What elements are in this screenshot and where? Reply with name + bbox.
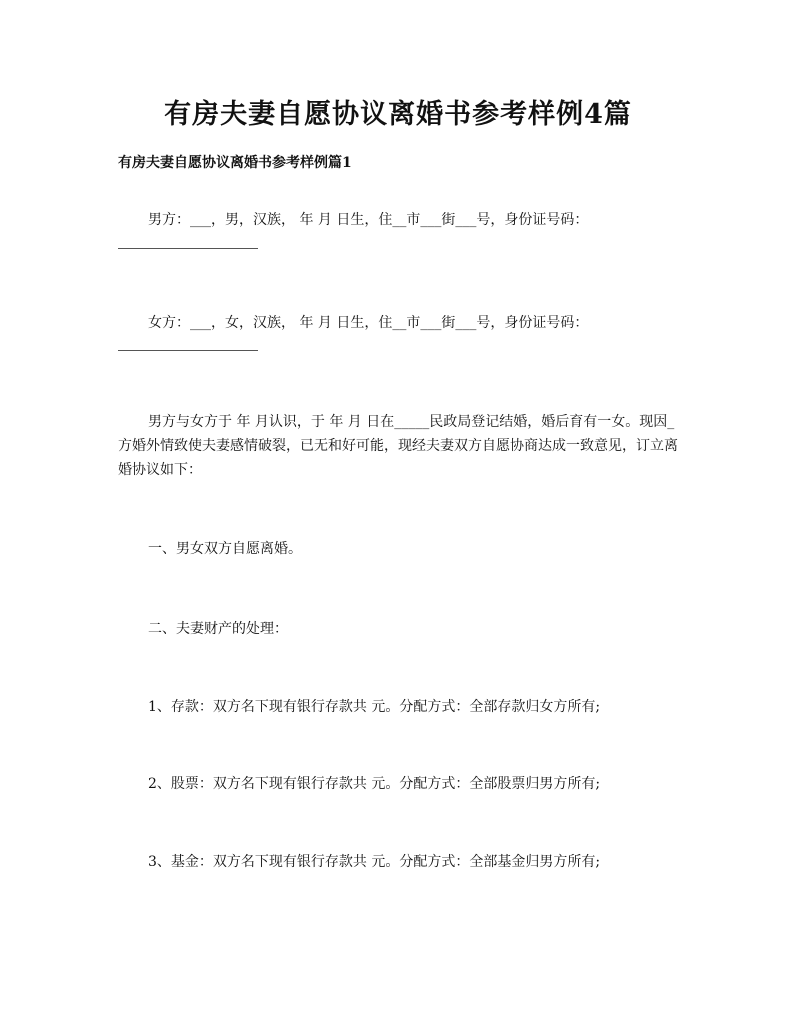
property-item-stock: 2、股票：双方名下现有银行存款共 元。分配方式：全部股票归男方所有; [148,776,601,792]
document-title: 有房夫妻自愿协议离婚书参考样例4篇 [164,99,632,130]
woman-info-paragraph: 女方：___，女，汉族， 年 月 日生，住__市___街___号，身份证号码： [148,315,589,331]
property-item-fund: 3、基金：双方名下现有银行存款共 元。分配方式：全部基金归男方所有; [148,854,601,870]
clause-1: 一、男女双方自愿离婚。 [148,541,302,557]
woman-id-blank-line [118,350,258,351]
man-id-blank-line [118,248,258,249]
man-info-paragraph: 男方：___，男，汉族， 年 月 日生，住__市___街___号，身份证号码： [148,212,589,228]
clause-2: 二、夫妻财产的处理： [148,621,288,637]
marriage-paragraph: 男方与女方于 年 月认识，于 年 月 日在_____民政局登记结婚，婚后育有一女。现因_方婚外情致使夫妻感情破裂，已无和好可能，现经夫妻双方自愿协商达成一致意见，订立离婚协议如下： [118,414,678,478]
section-subtitle: 有房夫妻自愿协议离婚书参考样例篇1 [118,155,352,171]
property-item-deposit: 1、存款：双方名下现有银行存款共 元。分配方式：全部存款归女方所有; [148,699,601,715]
